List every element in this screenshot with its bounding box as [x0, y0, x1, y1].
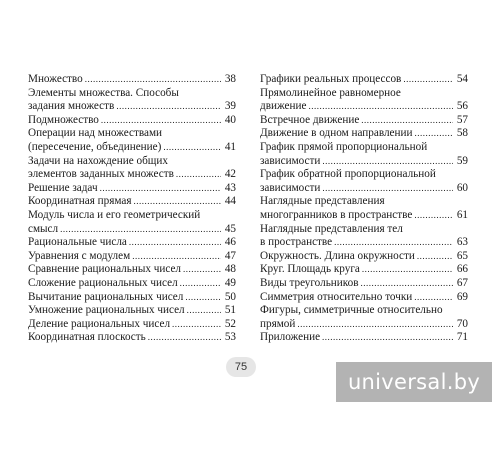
toc-entry[interactable] — [28, 331, 236, 345]
dot-leader — [322, 155, 453, 169]
dot-leader — [148, 331, 221, 345]
toc-page-number: 49 — [224, 276, 236, 289]
toc-entry-title: Круг. Площадь круга — [260, 263, 360, 276]
toc-entry[interactable] — [260, 87, 468, 114]
toc-page-number: 41 — [224, 140, 236, 153]
toc-entry[interactable] — [28, 182, 236, 196]
toc-entry-title: Уравнения с модулем — [28, 249, 131, 262]
dot-leader — [180, 277, 221, 291]
dot-leader — [176, 168, 221, 182]
toc-page-number: 43 — [224, 181, 236, 194]
dot-leader — [417, 250, 453, 264]
toc-page-number: 54 — [456, 73, 468, 85]
toc-entry[interactable] — [28, 73, 236, 87]
toc-entry[interactable] — [260, 223, 468, 250]
toc-entry-title: смысл — [28, 222, 59, 235]
toc-entry-title: Подмножество — [28, 113, 99, 126]
toc-entry-title-line: Прямолинейное равномерное — [260, 86, 401, 99]
toc-entry[interactable] — [28, 236, 236, 250]
toc-page-number: 38 — [224, 73, 236, 85]
toc-entry-title-line: Задачи на нахождение общих — [28, 154, 168, 167]
toc-page-number: 44 — [224, 195, 236, 208]
watermark: universal.by — [336, 362, 492, 402]
toc-page-number: 45 — [224, 222, 236, 235]
dot-leader — [187, 304, 221, 318]
toc-page-number: 65 — [456, 249, 468, 262]
toc-entry-title: Деление рациональных чисел — [28, 317, 171, 330]
toc-entry-title: Вычитание рациональных чисел — [28, 290, 184, 303]
toc-entry[interactable] — [260, 263, 468, 277]
toc-entry-title: Движение в одном направлении — [260, 127, 413, 140]
dot-leader — [403, 73, 453, 87]
toc-page-number: 60 — [456, 181, 468, 194]
toc-entry[interactable] — [28, 195, 236, 209]
toc-page-number: 53 — [224, 331, 236, 344]
toc-page-number: 58 — [456, 127, 468, 140]
dot-leader — [414, 291, 453, 305]
toc-right-column — [260, 73, 468, 345]
page-number-badge: 75 — [226, 357, 256, 377]
toc-entry[interactable] — [260, 73, 468, 87]
dot-leader — [132, 250, 221, 264]
toc-entry-title: Симметрия относительно точки — [260, 290, 413, 303]
toc-entry[interactable] — [28, 114, 236, 128]
dot-leader — [101, 114, 221, 128]
toc-page-number: 57 — [456, 113, 468, 126]
toc-entry-title: Координатная прямая — [28, 195, 132, 208]
toc-entry-title: Виды треугольников — [260, 276, 359, 289]
dot-leader — [134, 195, 221, 209]
toc-page-number: 66 — [456, 263, 468, 276]
toc-entry[interactable] — [260, 168, 468, 195]
toc-entry[interactable] — [28, 277, 236, 291]
toc-entry-title: движение — [260, 100, 307, 113]
toc-entry[interactable] — [28, 127, 236, 154]
toc-page-number: 61 — [456, 208, 468, 221]
toc-entry-title: многогранников в пространстве — [260, 208, 413, 221]
toc-entry[interactable] — [28, 155, 236, 182]
dot-leader — [361, 114, 453, 128]
toc-entry-title: Координатная плоскость — [28, 331, 146, 344]
dot-leader — [334, 236, 453, 250]
dot-leader — [185, 291, 221, 305]
dot-leader — [322, 182, 453, 196]
toc-entry-title: Встречное движение — [260, 113, 360, 126]
toc-entry-title-line: Операции над множествами — [28, 127, 163, 140]
toc-page-number: 51 — [224, 304, 236, 317]
toc-page-number: 70 — [456, 317, 468, 330]
toc-page-number: 48 — [224, 263, 236, 276]
dot-leader — [116, 100, 221, 114]
toc-entry-title: Сложение рациональных чисел — [28, 276, 178, 289]
toc-entry[interactable] — [260, 114, 468, 128]
toc-entry-title: Графики реальных процессов — [260, 73, 402, 85]
toc-entry-title-line: График прямой пропорциональной — [260, 140, 428, 153]
toc-entry-title: Сравнение рациональных чисел — [28, 263, 182, 276]
toc-page-number: 39 — [224, 100, 236, 113]
toc-left-column — [28, 73, 236, 345]
toc-entry-title: задания множеств — [28, 100, 115, 113]
toc-entry[interactable] — [260, 195, 468, 222]
toc-page-number: 63 — [456, 236, 468, 249]
toc-page-number: 50 — [224, 290, 236, 303]
toc-entry-title-line: Наглядные представления тел — [260, 222, 403, 235]
toc-entry[interactable] — [28, 250, 236, 264]
dot-leader — [129, 236, 221, 250]
dot-leader — [85, 73, 221, 87]
dot-leader — [308, 100, 453, 114]
toc-entry-title: элементов заданных множеств — [28, 168, 174, 181]
toc-entry[interactable] — [28, 318, 236, 332]
toc-page-number: 56 — [456, 100, 468, 113]
dot-leader — [172, 318, 221, 332]
toc-page-number: 42 — [224, 168, 236, 181]
toc-page-number: 67 — [456, 276, 468, 289]
toc-entry[interactable] — [28, 291, 236, 305]
toc-entry[interactable] — [260, 291, 468, 305]
toc-entry[interactable] — [28, 209, 236, 236]
toc-entry-title: Рациональные числа — [28, 236, 127, 249]
dot-leader — [362, 263, 453, 277]
toc-entry-title-line: График обратной пропорциональной — [260, 168, 436, 181]
dot-leader — [322, 331, 453, 345]
toc-entry[interactable] — [28, 87, 236, 114]
toc-entry-title-line: Фигуры, симметричные относительно — [260, 304, 443, 317]
toc-entry-title: Окружность. Длина окружности — [260, 249, 415, 262]
toc-entry-title: Приложение — [260, 331, 321, 344]
toc-entry-title: прямой — [260, 317, 296, 330]
dot-leader — [361, 277, 453, 291]
toc-entry-title: Решение задач — [28, 181, 98, 194]
toc-entry-title: (пересечение, объединение) — [28, 140, 162, 153]
toc-entry-title-line: Элементы множества. Способы — [28, 86, 179, 99]
toc-entry[interactable] — [260, 250, 468, 264]
dot-leader — [297, 318, 453, 332]
dot-leader — [183, 263, 221, 277]
toc-entry[interactable] — [28, 263, 236, 277]
toc-entry-title: зависимости — [260, 181, 321, 194]
toc-page-number: 52 — [224, 317, 236, 330]
toc-page-number: 46 — [224, 236, 236, 249]
dot-leader — [163, 141, 221, 155]
toc-entry[interactable] — [260, 277, 468, 291]
toc-entry-title: Умножение рациональных чисел — [28, 304, 185, 317]
toc-page-number: 59 — [456, 154, 468, 167]
toc-entry-title: зависимости — [260, 154, 321, 167]
toc-page-number: 47 — [224, 249, 236, 262]
toc-page-number: 71 — [456, 331, 468, 344]
toc-page-number: 69 — [456, 290, 468, 303]
toc-entry[interactable] — [28, 304, 236, 318]
dot-leader — [60, 223, 221, 237]
toc-entry[interactable] — [260, 331, 468, 345]
dot-leader — [414, 209, 453, 223]
dot-leader — [414, 127, 453, 141]
toc-entry[interactable] — [260, 127, 468, 141]
toc-entry[interactable] — [260, 141, 468, 168]
dot-leader — [100, 182, 221, 196]
toc-page-number: 40 — [224, 113, 236, 126]
toc-entry-title: Множество — [28, 73, 83, 85]
toc-entry-title-line: Наглядные представления — [260, 195, 385, 208]
toc-entry-title: в пространстве — [260, 236, 333, 249]
toc-entry-title-line: Модуль числа и его геометрический — [28, 208, 201, 221]
toc-entry[interactable] — [260, 304, 468, 331]
